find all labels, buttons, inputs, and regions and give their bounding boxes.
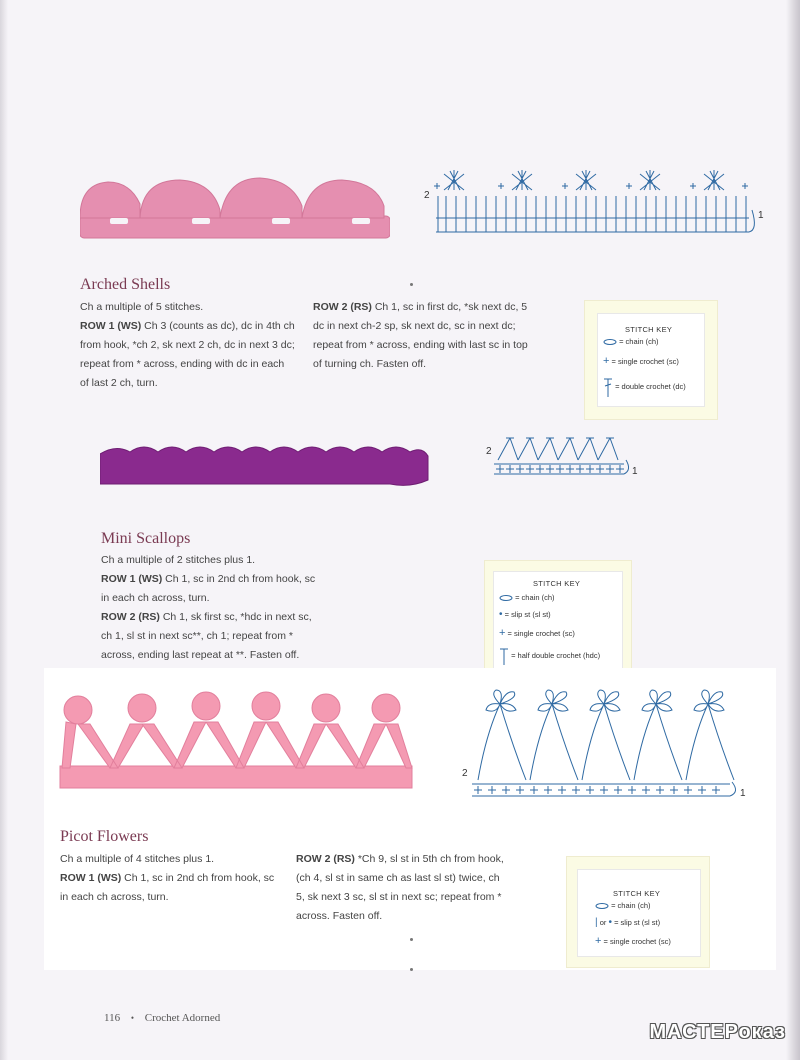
slip-stitch-bar-symbol-icon: | <box>595 917 598 928</box>
mini-scallops-diagram <box>484 434 644 482</box>
key-slip-stitch <box>499 609 551 620</box>
stitch-key-title: STITCH KEY <box>625 325 673 334</box>
chain-symbol-icon <box>603 338 617 346</box>
key-single-crochet <box>603 355 679 367</box>
picot-flowers-row2-label: 2 <box>462 768 468 779</box>
mini-scallops-row2-label: ROW 2 (RS) <box>101 611 160 623</box>
mini-scallops-stitch-key <box>484 560 632 672</box>
arched-shells-row2 <box>313 298 528 374</box>
key-chain-text: = chain (ch) <box>611 901 651 910</box>
key-slip-stitch <box>595 917 660 928</box>
picot-flowers-col2 <box>296 850 506 926</box>
key-sc-text: = single crochet (sc) <box>611 357 679 366</box>
picot-flowers-row1-label: ROW 1 (WS) <box>60 872 122 884</box>
chain-symbol-icon <box>595 902 609 910</box>
key-dc-text: = double crochet (dc) <box>615 381 686 391</box>
mini-scallops-row2-label: 2 <box>486 446 492 457</box>
arched-shells-swatch <box>80 176 390 240</box>
picot-flowers-row2 <box>296 850 506 926</box>
single-crochet-symbol-icon: + <box>595 935 602 947</box>
footer-separator: • <box>130 1013 134 1023</box>
mini-scallops-title: Mini Scallops <box>101 530 191 547</box>
picot-flowers-col1 <box>60 850 275 907</box>
key-hdc-text: = half double crochet (hdc) <box>511 650 601 660</box>
speck <box>410 938 413 941</box>
arched-shells-intro: Ch a multiple of 5 stitches. <box>80 301 204 313</box>
half-double-crochet-symbol-icon <box>499 647 509 665</box>
picot-flowers-diagram <box>460 684 760 804</box>
mini-scallops-intro: Ch a multiple of 2 stitches plus 1. <box>101 554 256 566</box>
key-chain-text: = chain (ch) <box>515 593 555 602</box>
key-single-crochet <box>499 627 575 639</box>
speck <box>410 283 413 286</box>
arched-shells-row2-text: Ch 1, sc in first dc, *sk next dc, 5 dc in next ch-2 sp, sk next dc, sc in next dc; repeat from * across, ending with last sc in top of turning ch. Fasten off. <box>313 301 528 370</box>
mini-scallops-row1-label: 1 <box>632 466 638 477</box>
key-sc-text: = single crochet (sc) <box>603 937 671 946</box>
watermark-logo: МАСТЕРоказ <box>649 1021 786 1043</box>
arched-shells-diagram <box>424 168 770 240</box>
page-binding-shadow <box>0 0 8 1060</box>
page-footer <box>104 1012 220 1024</box>
slip-stitch-dot-symbol-icon: • <box>608 917 612 928</box>
arched-shells-row1-text: Ch 3 (counts as dc), dc in 4th ch from hook, *ch 2, sk next 2 ch, dc in next 3 dc; repeat from * across, ending with dc in each of last 2 ch, turn. <box>80 320 295 389</box>
key-chain <box>499 593 555 602</box>
key-chain-text: = chain (ch) <box>619 337 659 346</box>
picot-flowers-title: Picot Flowers <box>60 828 149 845</box>
slip-stitch-symbol-icon: • <box>499 609 503 620</box>
arched-shells-title: Arched Shells <box>80 276 171 293</box>
single-crochet-symbol-icon: + <box>499 627 506 639</box>
key-slst-text: = slip st (sl st) <box>504 610 551 619</box>
speck <box>410 968 413 971</box>
chain-symbol-icon <box>499 594 513 602</box>
picot-flowers-stitch-key <box>566 856 710 968</box>
arched-shells-row1-label: 1 <box>758 210 764 221</box>
stitch-key-title: STITCH KEY <box>533 579 581 588</box>
mini-scallops-row1 <box>101 570 316 608</box>
arched-shells-row1-label: ROW 1 (WS) <box>80 320 142 332</box>
mini-scallops-row2-text: Ch 1, sk first sc, *hdc in next sc, ch 1, sl st in next sc**, ch 1; repeat from * across, ending last repeat at **. Fasten off. <box>101 611 312 661</box>
key-double-crochet <box>603 377 686 397</box>
picot-flowers-row1-text: Ch 1, sc in 2nd ch from hook, sc in each ch across, turn. <box>60 872 275 903</box>
stitch-key-title: STITCH KEY <box>613 889 661 898</box>
picot-flowers-swatch <box>56 684 416 796</box>
key-chain <box>595 901 651 910</box>
key-half-double-crochet <box>499 647 600 665</box>
book-title: Crochet Adorned <box>144 1012 221 1024</box>
arched-shells-row2-label: ROW 2 (RS) <box>313 301 372 313</box>
picot-flowers-intro: Ch a multiple of 4 stitches plus 1. <box>60 853 215 865</box>
arched-shells-col2 <box>313 298 528 374</box>
page-edge-shadow <box>786 0 800 1060</box>
single-crochet-symbol-icon: + <box>603 355 610 367</box>
key-slst-text: = slip st (sl st) <box>614 918 661 927</box>
mini-scallops-row2 <box>101 608 316 665</box>
double-crochet-symbol-icon <box>603 377 613 397</box>
picot-flowers-row2-text: *Ch 9, sl st in 5th ch from hook, (ch 4, sl st in same ch as last sl st) twice, ch 5, sk next 3 sc, sl st in next sc; repeat from * across. Fasten off. <box>296 853 504 922</box>
mini-scallops-row1-text: Ch 1, sc in 2nd ch from hook, sc in each ch across, turn. <box>101 573 316 604</box>
mini-scallops-swatch <box>100 436 430 492</box>
picot-flowers-row1 <box>60 869 275 907</box>
mini-scallops-row1-label: ROW 1 (WS) <box>101 573 163 585</box>
key-single-crochet <box>595 935 671 947</box>
picot-flowers-row1-label: 1 <box>740 788 746 799</box>
key-or-text: or <box>599 918 607 927</box>
page-number: 116 <box>104 1012 121 1024</box>
arched-shells-row1 <box>80 317 295 393</box>
key-chain <box>603 337 659 346</box>
arched-shells-row2-label: 2 <box>424 190 430 201</box>
mini-scallops-text <box>101 551 316 665</box>
picot-flowers-row2-label: ROW 2 (RS) <box>296 853 355 865</box>
arched-shells-col1 <box>80 298 295 393</box>
arched-shells-stitch-key <box>584 300 718 420</box>
key-sc-text: = single crochet (sc) <box>507 629 575 638</box>
